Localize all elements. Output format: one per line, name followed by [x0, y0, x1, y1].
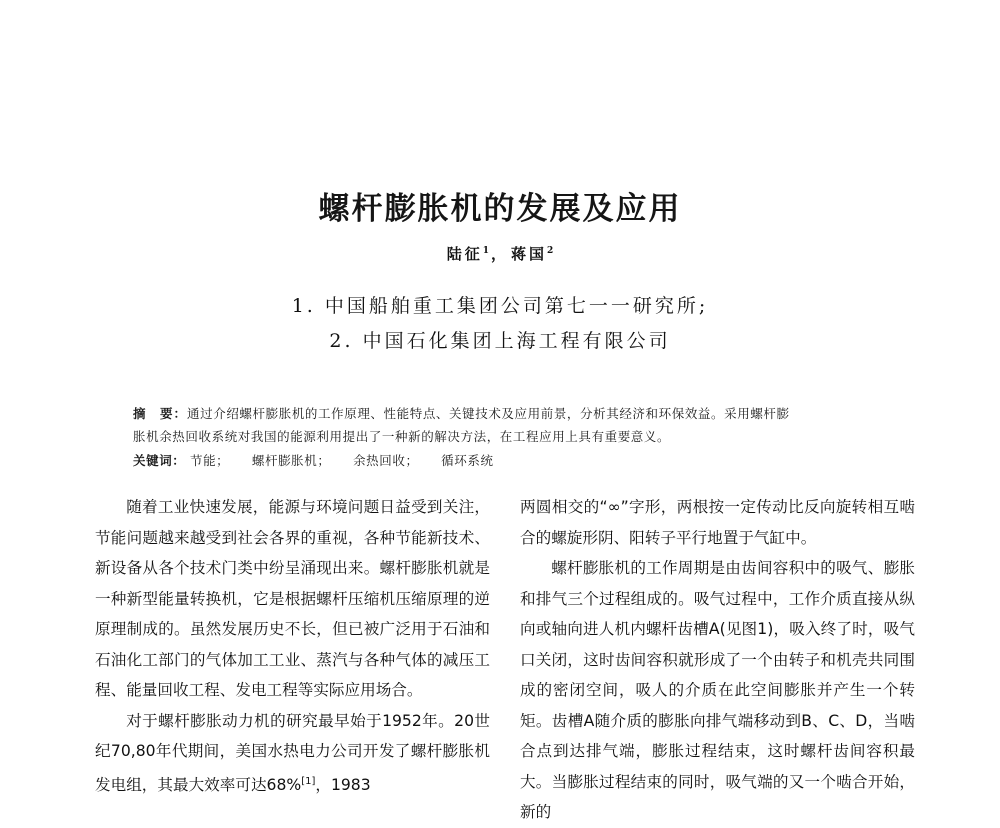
- paper-title: 螺杆膨胀机的发展及应用: [318, 191, 682, 227]
- author-name: 陆征: [446, 245, 483, 263]
- keywords: [133, 451, 512, 469]
- abstract-text-2: 胀机余热回收系统对我国的能源利用提出了一种新的解决方法，在工程应用上具有重要意义。: [133, 429, 671, 444]
- body-column-left: [95, 492, 490, 800]
- keyword: 节能；: [189, 453, 230, 468]
- author-line: [0, 243, 1000, 264]
- author-separator: ，: [490, 245, 509, 263]
- paragraph-tail: ，1983: [315, 775, 371, 794]
- abstract-line-1: [133, 402, 873, 425]
- author-name: 蒋国: [511, 245, 548, 263]
- keywords-label: 关键词：: [133, 453, 186, 468]
- author-affil-mark: 1: [482, 246, 489, 256]
- abstract: [133, 402, 873, 448]
- author-affil-mark: 2: [547, 246, 554, 256]
- abstract-label: 摘 要：: [133, 406, 188, 421]
- body-paragraph: 两圆相交的“∞”字形，两根按一定传动比反向旋转相互啮合的螺旋形阴、阳转子平行地置于气缸中。: [520, 498, 915, 547]
- body-paragraph: 螺杆膨胀机的工作周期是由齿间容积中的吸气、膨胀和排气三个过程组成的。吸气过程中，工作介质直接从纵向或轴向进人机内螺杆齿槽A(见图1)，吸入终了时，吸气口关闭，这时齿间容积就形成了一个由转子和机壳共同围成的密闭空间，吸人的介质在此空间膨胀并产生一个转矩。齿槽A随介质的膨胀向排气端移动到B、C、D，当啮合点到达排气端，膨胀过程结束，这时螺杆齿间容积最大。当膨胀过程结束的同时，吸气端的又一个啮合开始，新的: [520, 559, 915, 821]
- body-paragraph: [95, 706, 490, 801]
- affiliation-1: 1. 中国船舶重工集团公司第七一一研究所;: [291, 295, 709, 317]
- citation-ref: [1]: [301, 775, 316, 787]
- body-paragraph: 随着工业快速发展，能源与环境问题日益受到关注，节能问题越来越受到社会各界的重视，各种节能新技术、新设备从各个技术门类中纷呈涌现出来。螺杆膨胀机就是一种新型能量转换机，它是根据螺杆压缩机压缩原理的逆原理制成的。虽然发展历史不长，但已被广泛用于石油和石油化工部门的气体加工工业、蒸汽与各种气体的减压工程、能量回收工程、发电工程等实际应用场合。: [95, 498, 490, 699]
- paragraph-text: 对于螺杆膨胀动力机的研究最早始于1952年。20世纪70,80年代期间，美国水热电力公司开发了螺杆膨胀机发电组，其最大效率可达68%: [95, 711, 490, 794]
- body-column-right: [520, 492, 915, 828]
- affiliation-2: 2. 中国石化集团上海工程有限公司: [329, 330, 671, 352]
- abstract-text-1: 通过介绍螺杆膨胀机的工作原理、性能特点、关键技术及应用前景，分析其经济和环保效益。采用螺杆膨: [187, 406, 790, 421]
- keyword: 螺杆膨胀机；: [251, 453, 331, 468]
- keyword: 余热回收；: [353, 453, 419, 468]
- keyword: 循环系统: [441, 453, 494, 468]
